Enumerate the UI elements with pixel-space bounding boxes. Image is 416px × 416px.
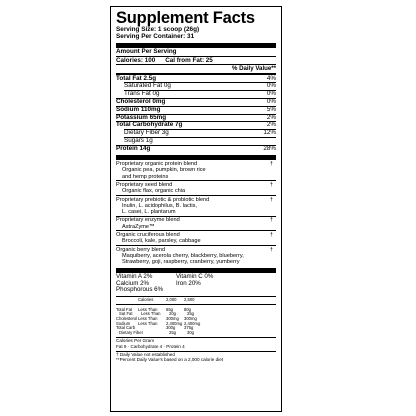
nutrient-row xyxy=(116,130,276,137)
nutrient-dv: 4% xyxy=(266,74,276,82)
nutrient-row xyxy=(116,122,276,129)
nutrient-name: Sugars 1g xyxy=(124,136,153,144)
blend-ingredients: Organic flax, organic chia xyxy=(122,188,186,195)
blend-name: Organic cruciferous blend xyxy=(116,231,180,238)
blend-name: Proprietary organic protein blend xyxy=(116,161,198,168)
nutrient-name: Total Fat 2.5g xyxy=(116,74,157,82)
footnotes xyxy=(116,352,276,362)
calories-per-gram: Calories Per Gram Fat 9 · Carbohydrate 4 · Protein 4 xyxy=(116,338,185,349)
vitamin-row: Vitamin A 2% Vitamin C 0% xyxy=(116,272,214,280)
reference-table xyxy=(116,298,276,335)
nutrient-row xyxy=(116,138,276,145)
nutrient-row xyxy=(116,76,276,83)
nutrient-dv: 5% xyxy=(266,105,276,113)
blend-name: Proprietary seed blend xyxy=(116,181,173,188)
blend-item xyxy=(116,181,276,195)
reference-header: Calories 2,000 2,500 xyxy=(138,297,195,303)
vitamin-row: Calcium 2% Iron 20% xyxy=(116,279,201,287)
blend-ingredients: Organic pea, pumpkin, brown rice and hemp proteins xyxy=(122,167,206,180)
nutrient-name: Protein 14g xyxy=(116,144,151,152)
nutrient-row xyxy=(116,99,276,106)
nutrient-dv: 0% xyxy=(266,90,276,98)
reference-row: Sat Fat Less Than 20g 25g xyxy=(119,311,194,317)
blend-ingredients: Broccoli, kale, parsley, cabbage xyxy=(122,238,201,245)
divider xyxy=(116,268,276,273)
divider xyxy=(116,304,276,305)
nutrient-name: Cholesterol 0mg xyxy=(116,98,166,105)
calories-from-fat: Cal from Fat: 25 xyxy=(165,56,213,64)
reference-row: Total Fat Less Than 65g 80g xyxy=(116,306,191,312)
nutrient-row xyxy=(116,107,276,114)
nutrient-row xyxy=(116,115,276,122)
blend-name: Proprietary prebiotic & probiotic blend xyxy=(116,196,210,203)
reference-row: Sodium Less Than 2,400mg 2,400mg xyxy=(116,320,201,326)
blend-ingredients: AstraZyme™ xyxy=(122,223,155,230)
blend-item xyxy=(116,231,276,245)
nutrient-name: Trans Fat 0g xyxy=(124,90,160,98)
panel-title: Supplement Facts xyxy=(116,9,255,27)
reference-row: Total Carb 300g 375g xyxy=(116,325,194,331)
dagger-mark: † xyxy=(269,161,273,168)
blend-list xyxy=(116,161,276,266)
nutrient-dv: 2% xyxy=(266,121,276,129)
reference-row: Cholesterol Less Than 300mg 300mg xyxy=(116,315,197,321)
dagger-mark: † xyxy=(269,181,273,188)
blend-name: Organic berry blend xyxy=(116,246,166,253)
supplement-facts-panel xyxy=(110,6,282,412)
dagger-mark: † xyxy=(269,217,273,224)
nutrient-dv: 12% xyxy=(263,129,276,137)
dagger-mark: † xyxy=(269,246,273,253)
nutrient-name: Saturated Fat 0g xyxy=(124,82,171,90)
reference-row: Dietary Fiber 25g 30g xyxy=(119,329,194,335)
serving-size: Serving Size: 1 scoop (26g) xyxy=(116,26,200,33)
calories-row xyxy=(116,57,276,64)
nutrient-row xyxy=(116,83,276,90)
nutrient-list xyxy=(116,76,276,153)
nutrient-dv: 28% xyxy=(263,144,276,152)
daily-value-header: % Daily Value** xyxy=(231,64,276,72)
nutrient-dv: 0% xyxy=(266,98,276,105)
footnote: **Percent Daily Value's based on a 2,000 calorie diet xyxy=(116,356,224,362)
vitamin-list xyxy=(116,274,276,294)
dagger-mark: † xyxy=(269,231,273,238)
footnote: † Daily Value not established xyxy=(116,351,175,357)
amount-per-serving: Amount Per Serving xyxy=(116,47,177,55)
nutrient-dv: 2% xyxy=(266,113,276,121)
blend-name: Proprietary enzyme blend xyxy=(116,217,180,224)
blend-ingredients: Maquiberry, acerola cherry, blackberry, blueberry, Strawberry, goji, raspberry, cranberry, yumberry xyxy=(122,252,244,265)
nutrient-name: Potassium 65mg xyxy=(116,113,167,121)
divider xyxy=(116,155,276,160)
blend-item xyxy=(116,217,276,231)
nutrient-row xyxy=(116,91,276,98)
dagger-mark: † xyxy=(269,196,273,203)
blend-item xyxy=(116,196,276,216)
nutrient-name: Dietary Fiber 3g xyxy=(124,129,169,137)
nutrient-name: Sodium 110mg xyxy=(116,105,161,113)
blend-item xyxy=(116,246,276,266)
nutrient-name: Total Carbohydrate 7g xyxy=(116,121,183,129)
blend-item xyxy=(116,161,276,181)
nutrient-row xyxy=(116,146,276,153)
vitamin-row: Phosphorous 6% xyxy=(116,286,164,294)
servings-per-container: Serving Per Container: 31 xyxy=(116,33,195,41)
nutrient-dv: 0% xyxy=(266,82,276,90)
calories: Calories: 100 xyxy=(116,56,156,64)
blend-ingredients: Inulin, L. acidophilus, B. lactis, L. casei, L. plantarum xyxy=(122,202,197,215)
